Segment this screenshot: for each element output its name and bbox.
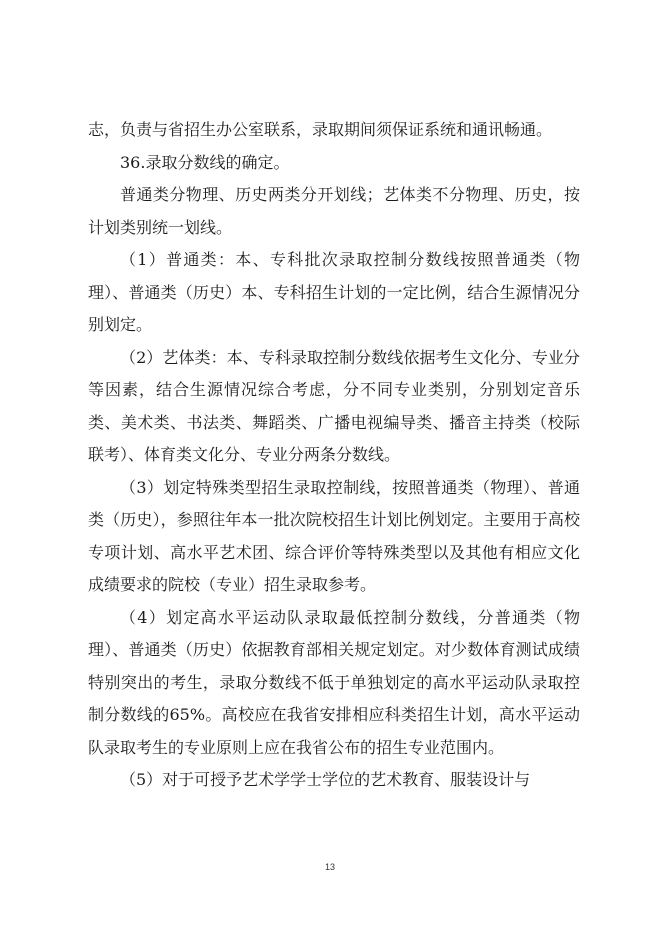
page-number: 13	[324, 862, 335, 872]
paragraph-continuation: 志，负责与省招生办公室联系，录取期间须保证系统和通讯畅通。	[88, 120, 553, 139]
paragraph-item-1-general: （1）普通类：本、专科批次录取控制分数线按照普通类（物理）、普通类（历史）本、专科招生计划的一定比例，结合生源情况分别划定。	[88, 250, 580, 334]
section-heading-36: 36.录取分数线的确定。	[120, 152, 290, 172]
paragraph-item-3-special-types: （3）划定特殊类型招生录取控制线，按照普通类（物理）、普通类（历史），参照往年本一批次院校招生计划比例划定。主要用于高校专项计划、高水平艺术团、综合评价等特殊类型以及其他有相应文化成绩要求的院校（专业）招生录取参考。	[88, 477, 580, 594]
page-body	[88, 114, 580, 797]
paragraph-item-4-sports-teams: （4）划定高水平运动队录取最低控制分数线，分普通类（物理）、普通类（历史）依据教育部相关规定划定。对少数体育测试成绩特别突出的考生，录取分数线不低于单独划定的高水平运动队录取控制分数线的65%。高校应在我省安排相应科类招生计划，高水平运动队录取考生的专业原则上应在我省公布的招生专业范围内。	[88, 607, 580, 757]
paragraph-line-division: 普通类分物理、历史两类分开划线；艺体类不分物理、历史，按计划类别统一划线。	[88, 185, 580, 237]
paragraph-item-2-arts-sports: （2）艺体类：本、专科录取控制分数线依据考生文化分、专业分等因素，结合生源情况综合考虑，分不同专业类别，分别划定音乐类、美术类、书法类、舞蹈类、广播电视编导类、播音主持类（校际联考）、体育类文化分、专业分两条分数线。	[88, 347, 580, 464]
paragraph-item-5-art-degree: （5）对于可授予艺术学学士学位的艺术教育、服装设计与	[120, 770, 531, 789]
